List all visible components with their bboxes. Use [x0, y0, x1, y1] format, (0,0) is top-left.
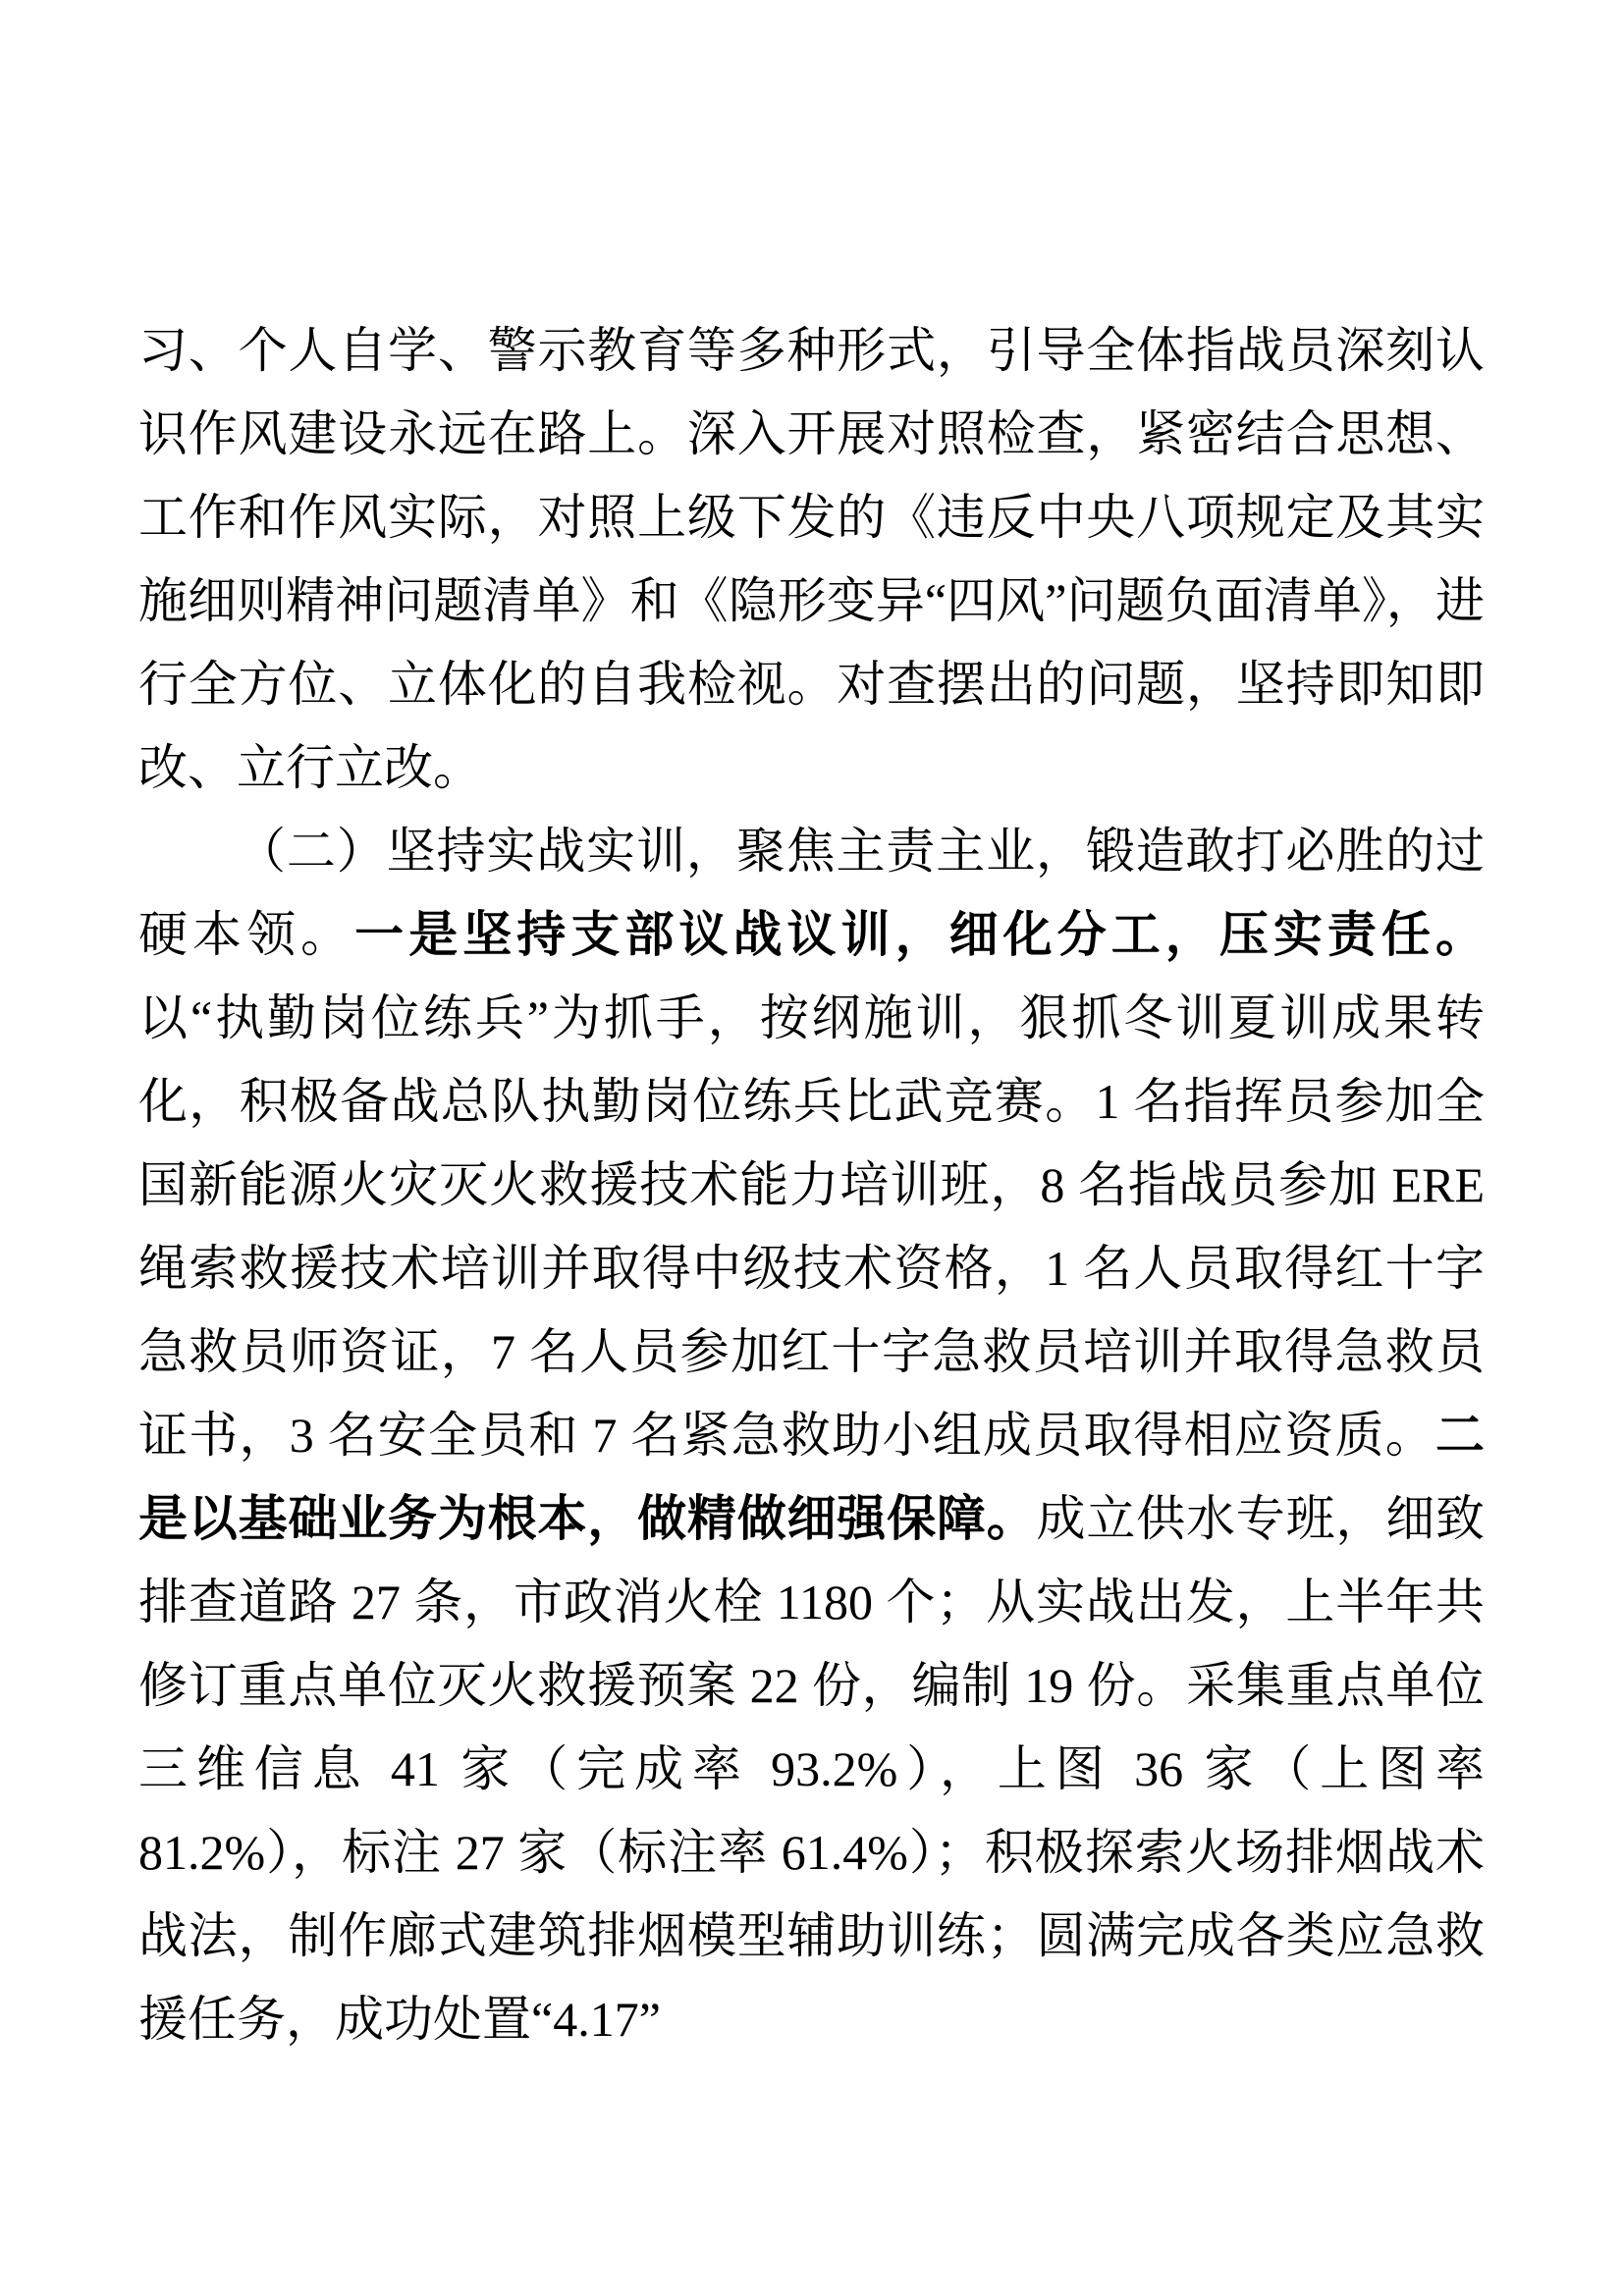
paragraph-section-two	[138, 810, 1485, 2061]
text-run: 成立供水专班，细致排查道路 27 条，市政消火栓 1180 个；从实战出发，上半年共修订重点单位灭火救援预案 22 份，编制 19 份。采集重点单位三维信息 41 家（完成率 93.2%），上图 36 家（上图率 81.2%），标注 27 家（标注率 61.4%）；积极探索火场排烟战术战法，制作廊式建筑排烟模型辅助训练；圆满完成各类应急救援任务，成功处置“4.17”	[138, 1491, 1486, 2047]
paragraph-continuation	[138, 309, 1485, 810]
bold-text-run: 一是坚持支部议战议训，细化分工，压实责任。	[354, 907, 1486, 962]
bold-text-run: 二是以基础业务为根本，做精做细强保障。	[138, 1408, 1485, 1546]
text-run: （二）坚持实战实训，聚焦主责主业，锻造敢打必胜的过硬本领。	[138, 824, 1485, 962]
text-run: 习、个人自学、警示教育等多种形式，引导全体指战员深刻认识作风建设永远在路上。深入开展对照检查，紧密结合思想、工作和作风实际，对照上级下发的《违反中央八项规定及其实施细则精神问题清单》和《隐形变异“四风”问题负面清单》，进行全方位、立体化的自我检视。对查摆出的问题，坚持即知即改、立行立改。	[138, 323, 1485, 795]
document-body	[138, 309, 1485, 2061]
text-run: 以“执勤岗位练兵”为抓手，按纲施训，狠抓冬训夏训成果转化，积极备战总队执勤岗位练兵比武竞赛。1 名指挥员参加全国新能源火灾灭火救援技术能力培训班，8 名指战员参加 ERE 绳索救援技术培训并取得中级技术资格，1 名人员取得红十字急救员师资证，7 名人员参加红十字急救员培训并取得急救员证书，3 名安全员和 7 名紧急救助小组成员取得相应资质。	[138, 990, 1485, 1463]
